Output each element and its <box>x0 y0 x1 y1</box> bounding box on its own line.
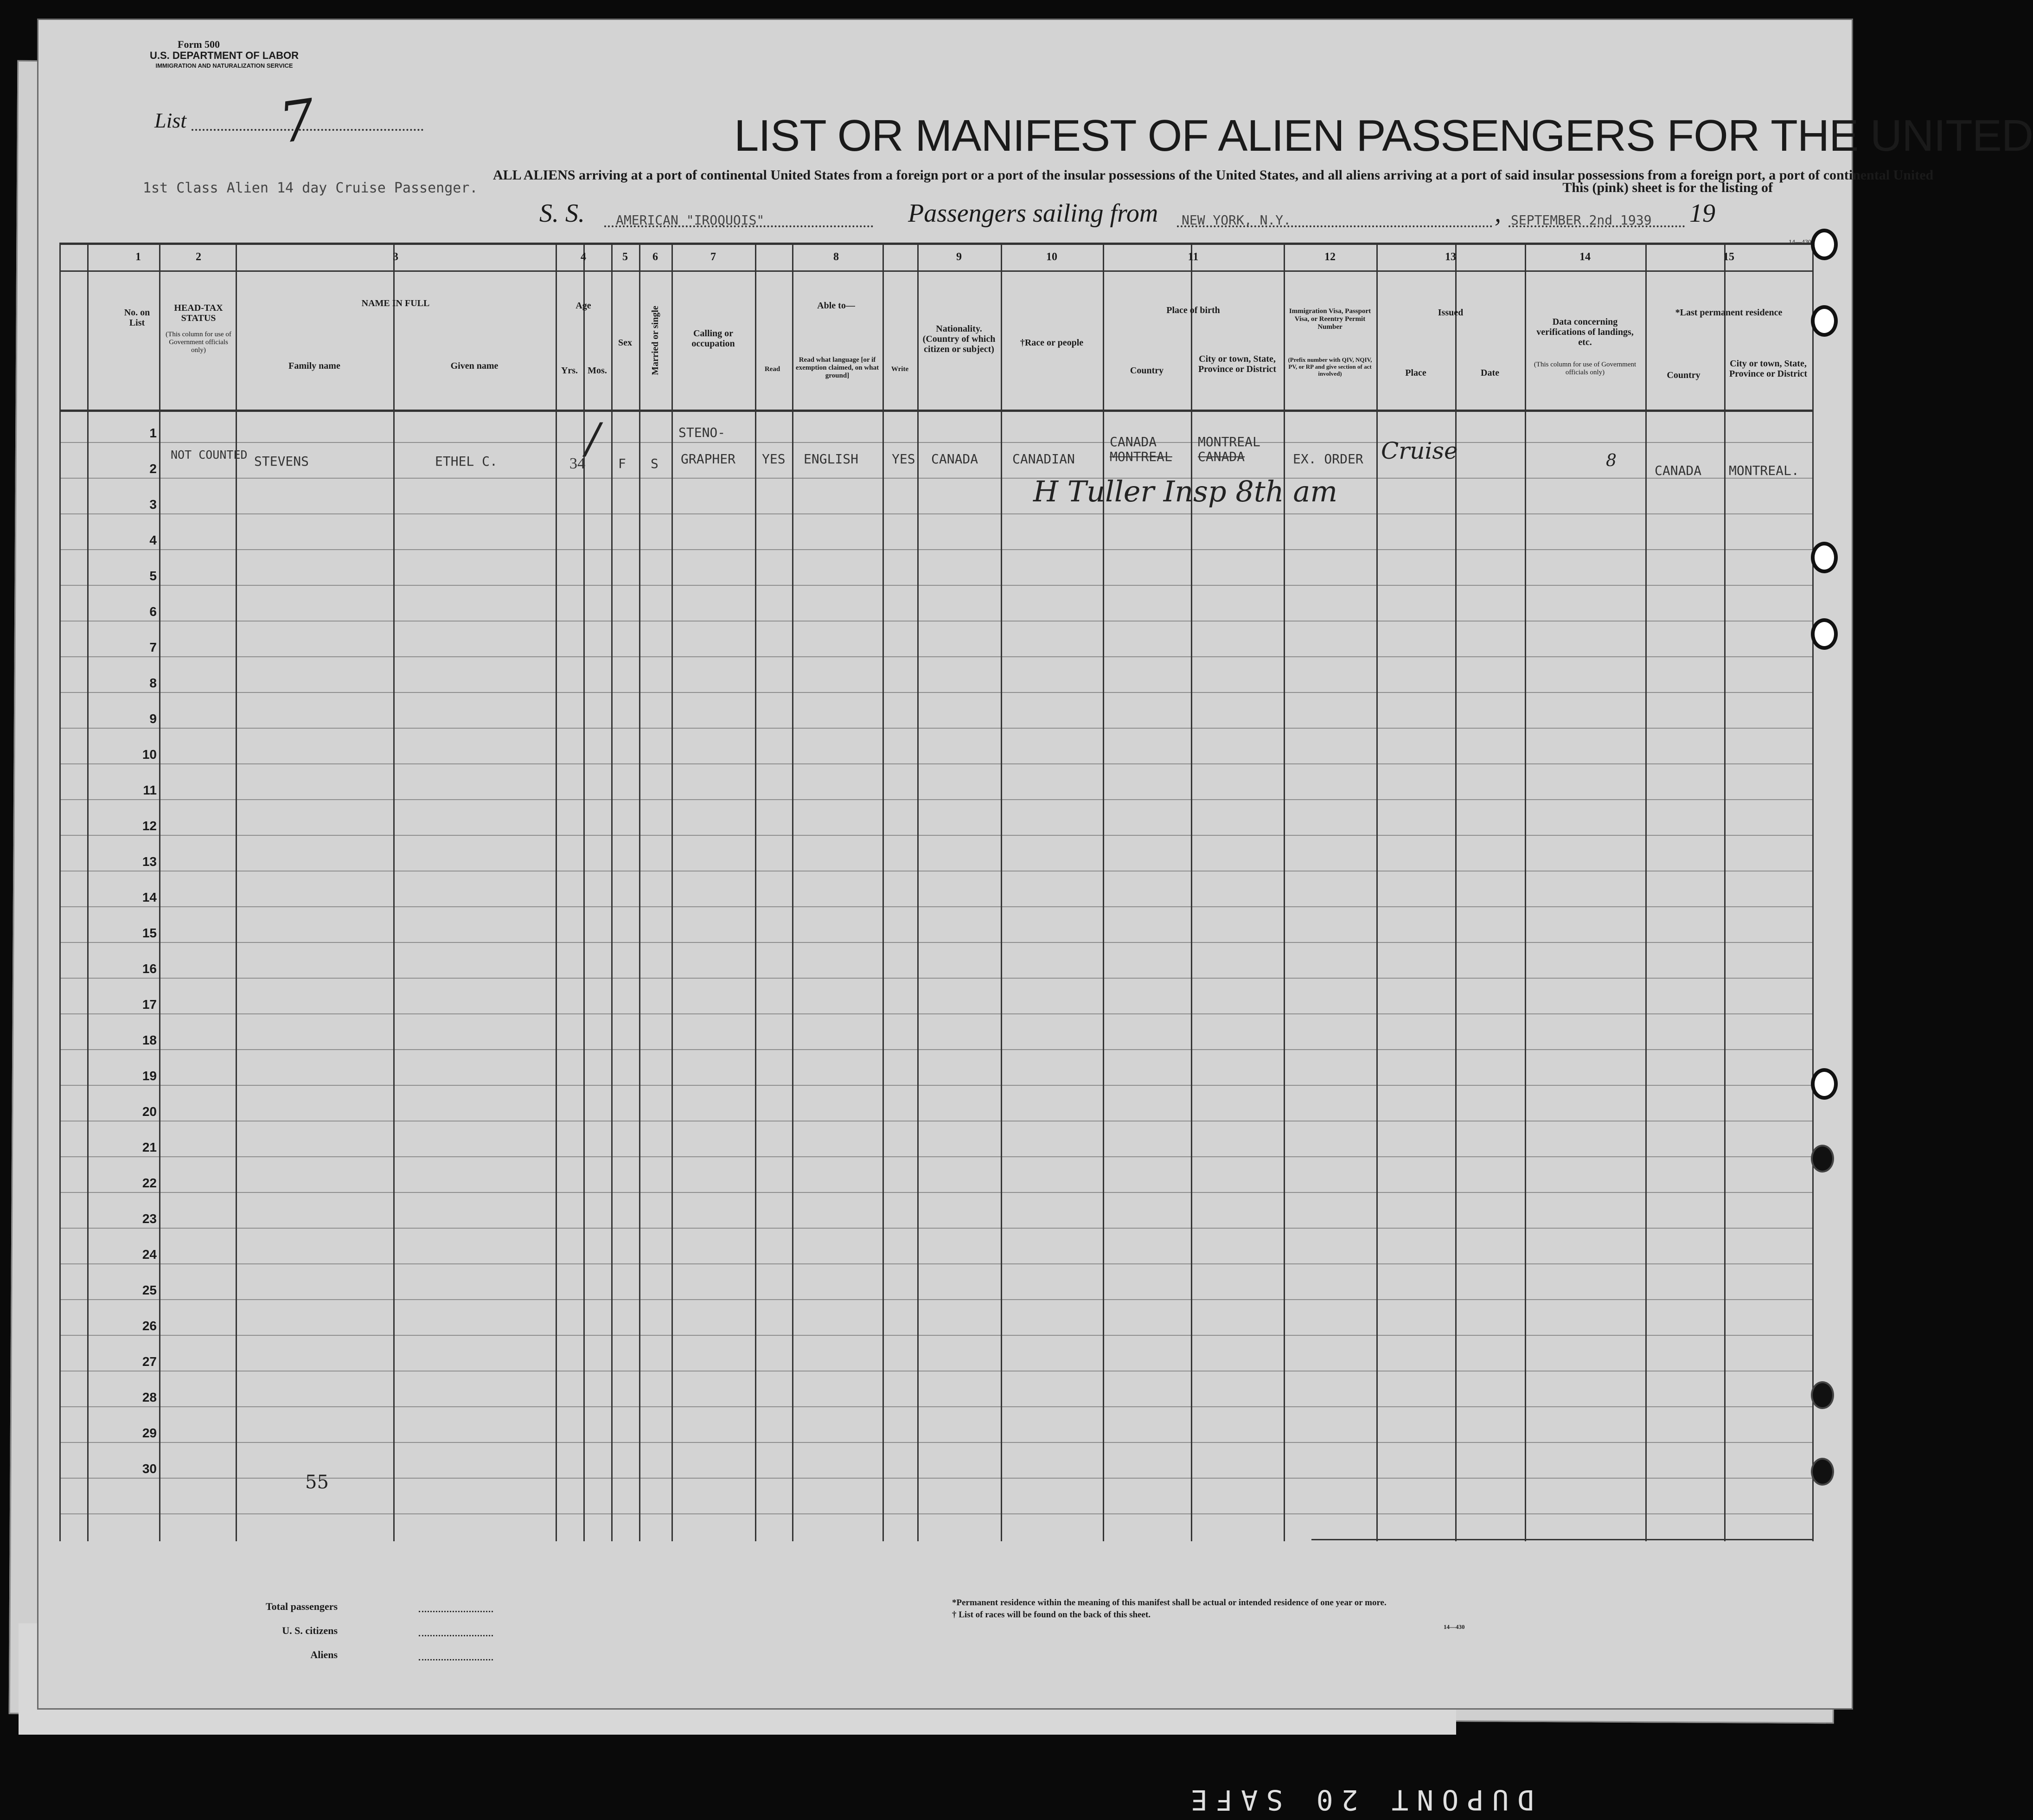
row-line <box>59 1406 1812 1407</box>
row-line <box>59 799 1812 800</box>
port-of-sailing: NEW YORK, N.Y. <box>1182 212 1291 228</box>
column-line <box>87 243 89 1541</box>
row-line <box>59 1228 1812 1229</box>
row-number: 23 <box>142 1211 157 1226</box>
form-number: Form 500 <box>178 38 220 50</box>
row-line <box>59 1085 1812 1086</box>
column-line <box>882 243 884 1541</box>
ss-label: S. S. <box>539 199 585 228</box>
row-line <box>59 656 1812 657</box>
row-number: 12 <box>142 819 157 833</box>
header-no-on-list: No. on List <box>124 308 150 328</box>
passenger-class-line: 1st Class Alien 14 day Cruise Passenger. <box>143 180 478 196</box>
age-checkmark: / <box>586 414 600 463</box>
row-number: 13 <box>142 854 157 869</box>
row-line <box>59 1192 1812 1193</box>
col-number-15: 15 <box>1723 251 1734 263</box>
row-line <box>59 1156 1812 1157</box>
row-number: 28 <box>142 1390 157 1404</box>
row-number: 7 <box>149 640 157 654</box>
header-issued-date: Date <box>1481 368 1499 378</box>
row-line <box>59 1513 1812 1514</box>
sailing-label: Passengers sailing from <box>908 199 1158 228</box>
col-number-3: 3 <box>393 251 398 263</box>
column-line <box>583 243 585 1541</box>
row-line <box>59 478 1812 479</box>
column-line <box>639 243 640 1541</box>
column-line <box>792 243 793 1541</box>
column-line <box>917 243 919 1541</box>
header-nationality: Nationality. (Country of which citizen or subject) <box>922 324 996 354</box>
col-number-6: 6 <box>652 251 658 263</box>
col-number-9: 9 <box>956 251 962 263</box>
row-line <box>59 513 1812 514</box>
row-number: 2 <box>149 461 157 476</box>
entry-residence-city: MONTREAL. <box>1729 463 1799 478</box>
column-line <box>1812 243 1814 1541</box>
list-label: List <box>154 109 187 132</box>
entry-nationality: CANADA <box>931 451 978 467</box>
row-line <box>59 1335 1812 1336</box>
col-number-11: 11 <box>1188 251 1199 263</box>
row-line <box>59 1263 1812 1264</box>
row-number: 24 <box>142 1247 157 1262</box>
col-number-4: 4 <box>581 251 586 263</box>
col-number-1: 1 <box>135 251 141 263</box>
column-line <box>1525 243 1526 1541</box>
binder-hole <box>1811 1068 1838 1100</box>
column-line <box>1645 243 1647 1541</box>
entry-write: YES <box>892 451 915 467</box>
column-line <box>236 243 237 1541</box>
page-title: LIST OR MANIFEST OF ALIEN PASSENGERS FOR THE UNITED <box>734 111 2033 160</box>
pink-sheet-note: This (pink) sheet is for the listing of <box>1562 180 1773 195</box>
ship-info-row <box>539 199 1791 231</box>
row-number: 18 <box>142 1033 157 1047</box>
entry-visa: EX. ORDER <box>1293 451 1363 467</box>
header-race: †Race or people <box>1020 338 1084 348</box>
entry-family-name: STEVENS <box>254 454 309 469</box>
header-age-years: Yrs. <box>561 365 578 376</box>
entry-marital-status: S <box>651 456 658 471</box>
header-read: Read <box>764 365 780 373</box>
row-line <box>59 978 1812 979</box>
header-place-of-birth: Place of birth <box>1166 305 1220 315</box>
column-line <box>1284 243 1285 1541</box>
column-number-divider <box>59 270 1812 272</box>
header-visa: Immigration Visa, Passport Visa, or Reentry Permit Number <box>1289 308 1371 331</box>
row-number: 6 <box>149 604 157 619</box>
header-bottom-border <box>59 410 1812 412</box>
aliens-label: Aliens <box>310 1649 338 1660</box>
column-line <box>755 243 756 1541</box>
row-number: 30 <box>142 1461 157 1476</box>
binder-hole <box>1811 229 1838 260</box>
footnote-permanent-residence: *Permanent residence within the meaning of this manifest shall be actual or intended residence of one year or more. <box>952 1598 1387 1608</box>
header-occupation: Calling or occupation <box>691 328 735 349</box>
row-line <box>59 871 1812 872</box>
header-write: Write <box>891 365 909 373</box>
entry-age-years: 34 <box>569 455 585 472</box>
entry-race: CANADIAN <box>1012 451 1075 467</box>
header-married-single: Married or single <box>650 306 660 375</box>
entry-residence-country: CANADA <box>1655 463 1702 478</box>
header-verifications-note: (This column for use of Government officials only) <box>1534 361 1637 376</box>
header-verifications: Data concerning verifications of landings, etc. <box>1536 317 1634 347</box>
row-number: 26 <box>142 1319 157 1333</box>
row-line <box>59 1299 1812 1300</box>
entry-head-tax: NOT COUNTED <box>171 448 248 461</box>
film-edge-marking: DUPONT 20 SAFE <box>1183 1783 1534 1816</box>
footnote-races: † List of races will be found on the back of this sheet. <box>952 1610 1151 1620</box>
row-line <box>59 1442 1812 1443</box>
row-number: 29 <box>142 1426 157 1440</box>
row-number: 17 <box>142 997 157 1012</box>
column-line <box>393 243 395 1541</box>
row-line <box>59 585 1812 586</box>
entry-given-name: ETHEL C. <box>435 454 498 469</box>
binder-hole <box>1811 1145 1834 1173</box>
header-birth-country: Country <box>1130 365 1164 376</box>
service-name: IMMIGRATION AND NATURALIZATION SERVICE <box>155 62 293 69</box>
header-birth-city: City or town, State, Province or District <box>1198 354 1277 374</box>
row-number: 16 <box>142 961 157 976</box>
us-citizens-line <box>419 1635 493 1636</box>
aliens-line <box>419 1659 493 1660</box>
header-family-name: Family name <box>288 361 340 371</box>
col-number-7: 7 <box>710 251 716 263</box>
totals-block <box>266 1595 338 1667</box>
entry-sex: F <box>618 456 626 471</box>
row-line <box>59 835 1812 836</box>
column-line <box>1724 243 1726 1541</box>
total-passengers-line <box>419 1611 493 1612</box>
row-line <box>59 442 1812 443</box>
footnote-form-code: 14—430 <box>1444 1623 1465 1630</box>
column-line <box>59 243 61 1541</box>
binder-hole <box>1811 305 1838 337</box>
inspector-signature: H Tuller Insp 8th am <box>1033 474 1338 508</box>
col-number-14: 14 <box>1579 251 1591 263</box>
row30-number: 55 <box>305 1472 329 1493</box>
row-line <box>59 906 1812 907</box>
row-number: 14 <box>142 890 157 904</box>
col-number-13: 13 <box>1445 251 1456 263</box>
comma: , <box>1495 199 1501 228</box>
row-number: 25 <box>142 1283 157 1297</box>
entry-language: ENGLISH <box>804 451 859 467</box>
row-line <box>59 728 1812 729</box>
manifest-sheet <box>37 19 2033 1710</box>
column-line <box>611 243 613 1541</box>
header-read-language: Read what language [or if exemption claimed, on what ground] <box>795 356 879 379</box>
sailing-date: SEPTEMBER 2nd 1939 <box>1511 212 1652 228</box>
row-line <box>59 621 1812 622</box>
column-line <box>671 243 673 1541</box>
row-line <box>59 692 1812 693</box>
entry-occupation-line2: GRAPHER <box>681 451 736 467</box>
entry-occupation-line1: STENO- <box>678 425 726 440</box>
row-line <box>59 1049 1812 1050</box>
row-number: 11 <box>143 783 157 797</box>
binder-hole <box>1811 1381 1834 1409</box>
header-given-name: Given name <box>450 361 499 371</box>
header-able-to: Able to— <box>817 301 855 311</box>
table-bottom-border <box>1311 1539 1812 1540</box>
col-number-8: 8 <box>833 251 839 263</box>
row-number: 15 <box>142 926 157 940</box>
column-line <box>159 243 160 1541</box>
row-number: 20 <box>142 1104 157 1119</box>
header-last-residence: *Last permanent residence <box>1675 308 1783 318</box>
year-label: 19 <box>1689 199 1715 228</box>
header-sex: Sex <box>618 338 632 348</box>
row-number: 19 <box>142 1069 157 1083</box>
header-age: Age <box>575 301 591 311</box>
entry-birth-country-line2: MONTREAL <box>1110 449 1172 464</box>
header-age-months: Mos. <box>588 365 607 376</box>
manifest-table <box>59 243 1812 1532</box>
entry-birth-city-line2: CANADA <box>1198 449 1245 464</box>
column-line <box>1001 243 1002 1541</box>
header-name-in-full: NAME IN FULL <box>361 298 430 308</box>
binder-hole <box>1811 618 1838 650</box>
row-number: 21 <box>142 1140 157 1154</box>
binder-hole <box>1811 542 1838 573</box>
page-subtitle: ALL ALIENS arriving at a port of continental United States from a foreign port or a port of the insular possessions of the United States, and all aliens arriving at a port of said insular possessions from a foreign port, a port of continental United <box>493 167 1934 183</box>
row-number: 3 <box>149 497 157 512</box>
row-line <box>59 763 1812 764</box>
entry-verification-mark: 8 <box>1606 451 1617 470</box>
row-number: 8 <box>149 676 157 690</box>
col-number-2: 2 <box>196 251 201 263</box>
entry-issued-place-handwritten: Cruise <box>1381 437 1458 464</box>
table-top-border <box>59 243 1812 245</box>
entry-birth-city-line1: MONTREAL <box>1198 434 1260 449</box>
row-line <box>59 549 1812 550</box>
list-number-handwritten: 7 <box>275 87 320 156</box>
row-number: 9 <box>149 711 157 726</box>
header-residence-city: City or town, State, Province or District <box>1729 359 1808 379</box>
ship-name: AMERICAN "IROQUOIS" <box>616 212 765 228</box>
binder-hole <box>1811 1458 1834 1486</box>
header-issued: Issued <box>1438 308 1464 318</box>
entry-read: YES <box>762 451 786 467</box>
col-number-10: 10 <box>1046 251 1057 263</box>
col-number-5: 5 <box>622 251 628 263</box>
row-number: 5 <box>149 569 157 583</box>
header-issued-place: Place <box>1405 368 1426 378</box>
us-citizens-label: U. S. citizens <box>282 1625 338 1636</box>
row-number: 10 <box>142 747 157 762</box>
row-number: 27 <box>142 1354 157 1369</box>
entry-birth-country-line1: CANADA <box>1110 434 1157 449</box>
column-line <box>556 243 557 1541</box>
row-line <box>59 1013 1812 1014</box>
row-number: 1 <box>149 426 157 440</box>
header-residence-country: Country <box>1667 370 1701 380</box>
row-number: 4 <box>149 533 157 547</box>
footnotes <box>952 1597 1465 1633</box>
column-line <box>1376 243 1378 1541</box>
column-line <box>1191 243 1192 1541</box>
header-head-tax-note: (This column for use of Government officials only) <box>166 331 231 354</box>
row-number: 22 <box>142 1176 157 1190</box>
row-line <box>59 942 1812 943</box>
total-passengers-label: Total passengers <box>266 1601 338 1612</box>
department-name: U.S. DEPARTMENT OF LABOR <box>150 50 299 61</box>
department-header <box>150 51 299 71</box>
header-head-tax: HEAD-TAX STATUS <box>174 303 223 323</box>
col-number-12: 12 <box>1324 251 1336 263</box>
column-line <box>1103 243 1104 1541</box>
header-visa-note: (Prefix number with QIV, NQIV, PV, or RP and give section of act involved) <box>1288 356 1372 377</box>
